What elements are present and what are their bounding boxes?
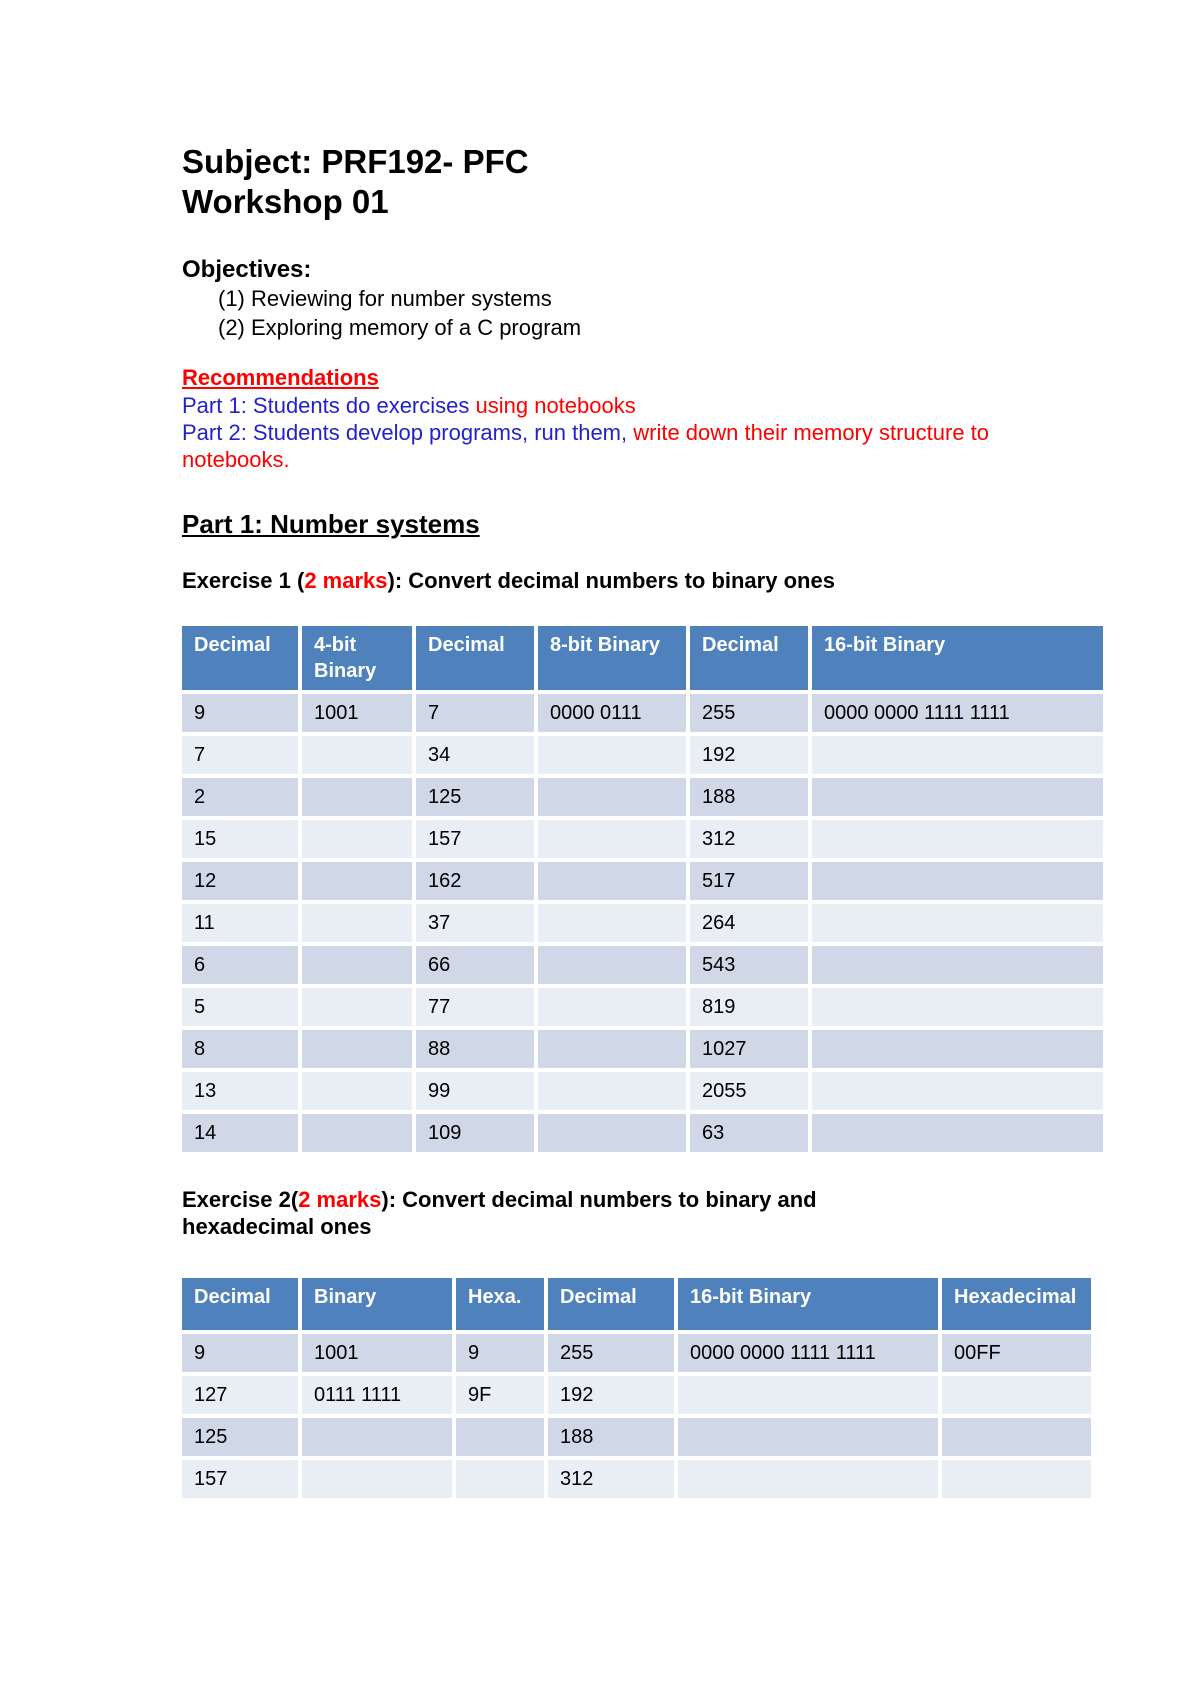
table-cell	[942, 1376, 1091, 1414]
table-cell: 88	[416, 1030, 534, 1068]
recommendation-part1	[182, 392, 1087, 419]
table-cell: 9	[182, 1334, 298, 1372]
table-cell: 188	[548, 1418, 674, 1456]
table-cell	[456, 1460, 544, 1498]
table-cell: 11	[182, 904, 298, 942]
objectives-heading: Objectives:	[182, 256, 312, 283]
table-cell	[302, 778, 412, 816]
table-cell	[812, 1114, 1103, 1152]
column-header: 8-bit Binary	[538, 626, 686, 690]
exercise1-prefix: Exercise 1 (	[182, 568, 305, 593]
table-row	[182, 778, 1103, 816]
table-cell: 1027	[690, 1030, 808, 1068]
exercise1-table	[178, 622, 1107, 1156]
table-header-row	[182, 626, 1103, 690]
table-header-row	[182, 1278, 1091, 1330]
table-cell	[812, 736, 1103, 774]
recommendation-part2-highlight: write down their memory structure to notebooks.	[182, 420, 990, 472]
table-cell: 66	[416, 946, 534, 984]
part1-heading: Part 1: Number systems	[182, 509, 480, 539]
table-cell: 9	[182, 694, 298, 732]
table-cell: 162	[416, 862, 534, 900]
table-cell: 99	[416, 1072, 534, 1110]
table-cell: 13	[182, 1072, 298, 1110]
table-row	[182, 736, 1103, 774]
exercise2-prefix: Exercise 2(	[182, 1187, 299, 1212]
objective-item-1: (1) Reviewing for number systems	[218, 286, 552, 311]
table-row	[182, 1334, 1091, 1372]
table-cell: 34	[416, 736, 534, 774]
document-page	[182, 142, 1087, 1502]
exercise1-table-header	[182, 626, 1103, 690]
table-cell	[538, 1030, 686, 1068]
table-row	[182, 904, 1103, 942]
table-cell: 0000 0111	[538, 694, 686, 732]
table-cell	[812, 820, 1103, 858]
table-cell: 5	[182, 988, 298, 1026]
table-cell	[538, 904, 686, 942]
table-cell: 63	[690, 1114, 808, 1152]
table-row	[182, 946, 1103, 984]
table-cell	[538, 1114, 686, 1152]
exercise1-table-body	[182, 694, 1103, 1152]
table-cell: 517	[690, 862, 808, 900]
table-cell	[302, 904, 412, 942]
table-cell	[538, 946, 686, 984]
table-cell	[812, 1030, 1103, 1068]
table-cell: 109	[416, 1114, 534, 1152]
table-cell	[678, 1460, 938, 1498]
table-cell	[302, 1072, 412, 1110]
exercise1-heading	[182, 567, 1087, 594]
table-cell: 2055	[690, 1072, 808, 1110]
table-cell: 255	[690, 694, 808, 732]
table-cell	[942, 1418, 1091, 1456]
table-cell	[678, 1376, 938, 1414]
table-row	[182, 1376, 1091, 1414]
column-header: 16-bit Binary	[678, 1278, 938, 1330]
table-cell: 9F	[456, 1376, 544, 1414]
table-cell	[538, 778, 686, 816]
recommendation-part2	[182, 419, 1087, 473]
table-cell	[812, 946, 1103, 984]
table-cell: 312	[690, 820, 808, 858]
table-cell: 7	[416, 694, 534, 732]
column-header: Decimal	[416, 626, 534, 690]
column-header: Decimal	[182, 1278, 298, 1330]
table-cell: 14	[182, 1114, 298, 1152]
table-row	[182, 988, 1103, 1026]
table-cell	[812, 904, 1103, 942]
column-header: Binary	[302, 1278, 452, 1330]
table-cell: 192	[548, 1376, 674, 1414]
table-cell	[302, 1030, 412, 1068]
exercise2-suffix: ): Convert decimal numbers to binary and hexadecimal ones	[182, 1187, 817, 1239]
table-cell	[538, 988, 686, 1026]
recommendations-heading: Recommendations	[182, 365, 379, 390]
table-cell	[302, 946, 412, 984]
table-cell: 312	[548, 1460, 674, 1498]
table-cell	[302, 736, 412, 774]
recommendation-part1-highlight: using notebooks	[475, 393, 636, 418]
table-cell	[942, 1460, 1091, 1498]
table-cell	[812, 988, 1103, 1026]
table-cell	[302, 1460, 452, 1498]
table-cell: 125	[416, 778, 534, 816]
table-row	[182, 694, 1103, 732]
table-cell	[302, 862, 412, 900]
column-header: Hexadecimal	[942, 1278, 1091, 1330]
table-cell	[538, 820, 686, 858]
column-header: 16-bit Binary	[812, 626, 1103, 690]
table-cell: 0000 0000 1111 1111	[678, 1334, 938, 1372]
table-cell	[302, 1418, 452, 1456]
table-cell: 77	[416, 988, 534, 1026]
table-cell: 1001	[302, 1334, 452, 1372]
column-header: Decimal	[182, 626, 298, 690]
table-row	[182, 1114, 1103, 1152]
table-cell	[302, 1114, 412, 1152]
table-cell: 6	[182, 946, 298, 984]
table-cell	[812, 778, 1103, 816]
exercise2-table	[178, 1274, 1095, 1502]
exercise1-marks: 2 marks	[304, 568, 388, 593]
table-row	[182, 1460, 1091, 1498]
table-cell	[538, 736, 686, 774]
table-cell	[456, 1418, 544, 1456]
table-cell	[302, 820, 412, 858]
column-header: 4-bit Binary	[302, 626, 412, 690]
column-header: Decimal	[548, 1278, 674, 1330]
objective-item-2: (2) Exploring memory of a C program	[218, 315, 582, 340]
table-cell: 157	[182, 1460, 298, 1498]
table-row	[182, 820, 1103, 858]
table-cell: 00FF	[942, 1334, 1091, 1372]
table-cell: 0111 1111	[302, 1376, 452, 1414]
exercise1-suffix: ): Convert decimal numbers to binary ones	[387, 568, 835, 593]
table-cell: 188	[690, 778, 808, 816]
table-cell: 192	[690, 736, 808, 774]
table-cell	[538, 1072, 686, 1110]
table-cell: 819	[690, 988, 808, 1026]
table-cell: 2	[182, 778, 298, 816]
column-header: Hexa.	[456, 1278, 544, 1330]
table-cell	[538, 862, 686, 900]
recommendation-part2-text: Part 2: Students develop programs, run them,	[182, 420, 634, 445]
exercise2-heading	[182, 1186, 902, 1240]
workshop-title: Workshop 01	[182, 183, 389, 220]
table-cell: 12	[182, 862, 298, 900]
column-header: Decimal	[690, 626, 808, 690]
table-cell: 9	[456, 1334, 544, 1372]
recommendation-part1-text: Part 1: Students do exercises	[182, 393, 476, 418]
subject-title: Subject: PRF192- PFC	[182, 143, 529, 180]
table-cell: 37	[416, 904, 534, 942]
table-row	[182, 1030, 1103, 1068]
exercise2-marks: 2 marks	[298, 1187, 382, 1212]
exercise2-table-body	[182, 1334, 1091, 1498]
table-cell: 157	[416, 820, 534, 858]
table-cell: 125	[182, 1418, 298, 1456]
table-cell: 127	[182, 1376, 298, 1414]
table-cell	[812, 1072, 1103, 1110]
table-row	[182, 862, 1103, 900]
table-cell: 7	[182, 736, 298, 774]
table-row	[182, 1418, 1091, 1456]
table-cell	[812, 862, 1103, 900]
table-cell: 255	[548, 1334, 674, 1372]
table-cell: 15	[182, 820, 298, 858]
table-cell: 0000 0000 1111 1111	[812, 694, 1103, 732]
table-cell: 543	[690, 946, 808, 984]
exercise2-table-header	[182, 1278, 1091, 1330]
table-cell	[302, 988, 412, 1026]
table-cell	[678, 1418, 938, 1456]
table-row	[182, 1072, 1103, 1110]
table-cell: 8	[182, 1030, 298, 1068]
table-cell: 1001	[302, 694, 412, 732]
table-cell: 264	[690, 904, 808, 942]
